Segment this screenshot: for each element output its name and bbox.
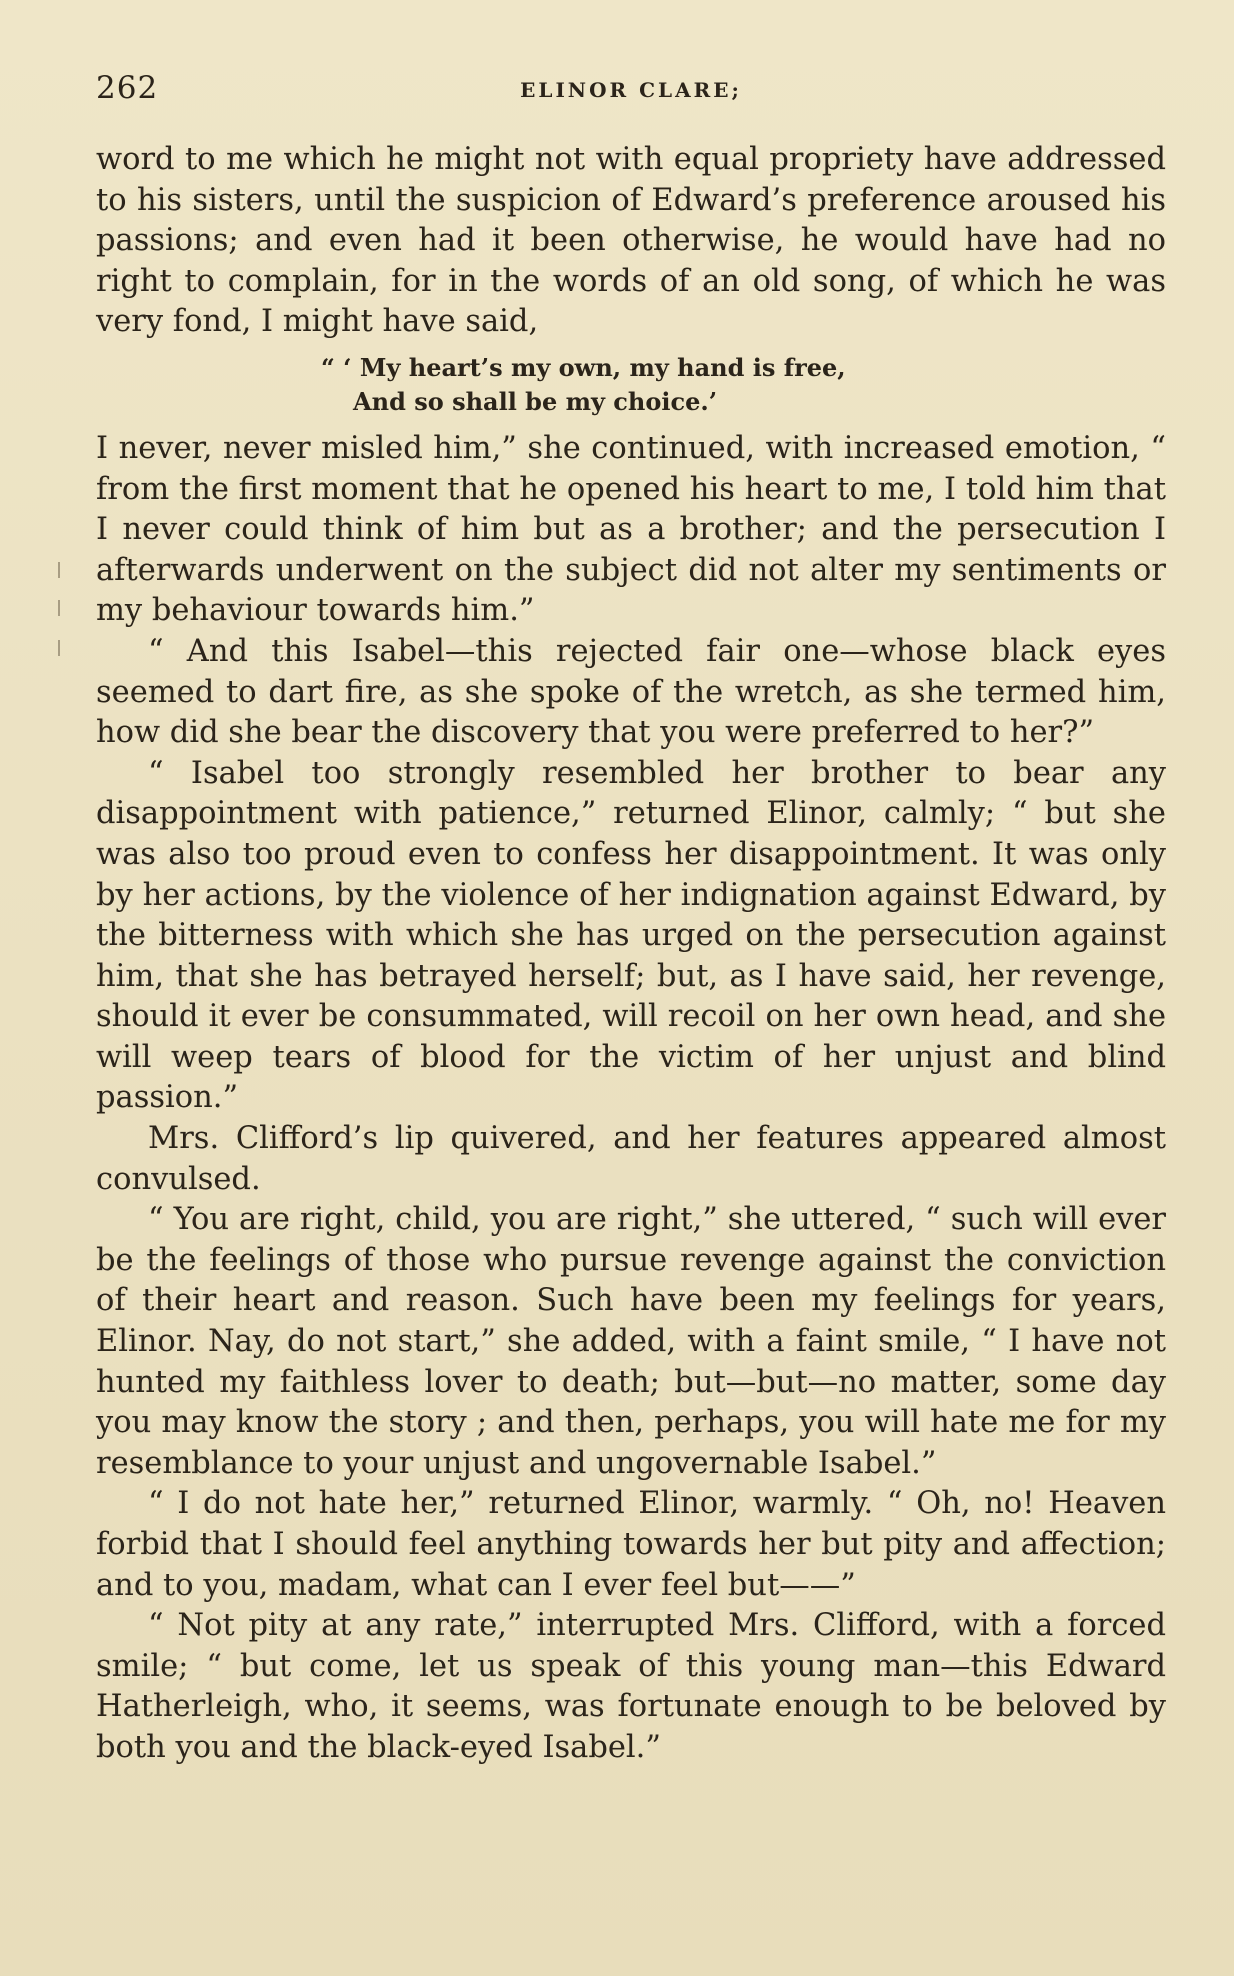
verse-line: And so shall be my choice.’ xyxy=(353,386,718,416)
paragraph: Mrs. Clifford’s lip quivered, and her features appeared almost convulsed. xyxy=(96,1121,1166,1197)
body-text xyxy=(96,140,1166,1769)
paragraph: “ You are right, child, you are right,” she uttered, “ such will ever be the feelings of those who pursue revenge against the conviction of their heart and reason. Such have been my feelings for years, Elinor. Nay, do not start,” she added, with a faint smile, “ I have not hunted my faithless lover to death; but—but—no matter, some day you may know the story ; and then, perhaps, you will hate me for my resemblance to your unjust and ungovernable Isabel.” xyxy=(96,1202,1166,1481)
verse-line: “ ‘ My heart’s my own, my hand is free, xyxy=(321,352,846,382)
paragraph: “ I do not hate her,” returned Elinor, warmly. “ Oh, no! Heaven forbid that I should feel anything towards her but pity and affection; and to you, madam, what can I ever feel but——” xyxy=(96,1486,1166,1603)
margin-mark xyxy=(58,600,60,616)
verse-quotation xyxy=(96,351,1166,419)
paragraph: “ Not pity at any rate,” interrupted Mrs. Clifford, with a forced smile; “ but come, let us speak of this young man—this Edward Hatherleigh, who, it seems, was fortunate enough to be beloved by both you and the black-eyed Isabel.” xyxy=(96,1608,1166,1765)
paragraph: “ Isabel too strongly resembled her brother to bear any disappointment with patience,” returned Elinor, calmly; “ but she was also too proud even to confess her disappointment. It was only by her actions, by the violence of her indignation against Edward, by the bitterness with which she has urged on the persecution against him, that she has betrayed herself; but, as I have said, her revenge, should it ever be consummated, will recoil on her own head, and she will weep tears of blood for the victim of her unjust and blind passion.” xyxy=(96,755,1166,1116)
margin-mark xyxy=(58,640,60,656)
margin-mark xyxy=(58,562,60,578)
page-number: 262 xyxy=(96,70,159,106)
paragraph: I never, never misled him,” she continued, with increased emotion, “ from the first moment that he opened his heart to me, I told him that I never could think of him but as a brother; and the persecution I afterwards underwent on the subject did not alter my sentiments or my behaviour towards him.” xyxy=(96,430,1166,629)
page-header xyxy=(96,70,1166,120)
running-title: ELINOR CLARE; xyxy=(520,78,742,102)
paragraph: “ And this Isabel—this rejected fair one—whose black eyes seemed to dart fire, as she spoke of the wretch, as she termed him, how did she bear the discovery that you were preferred to her?” xyxy=(96,633,1166,751)
paragraph: word to me which he might not with equal propriety have addressed to his sisters, until the suspicion of Edward’s preference aroused his passions; and even had it been otherwise, he would have had no right to complain, for in the words of an old song, of which he was very fond, I might have said, xyxy=(96,142,1166,340)
